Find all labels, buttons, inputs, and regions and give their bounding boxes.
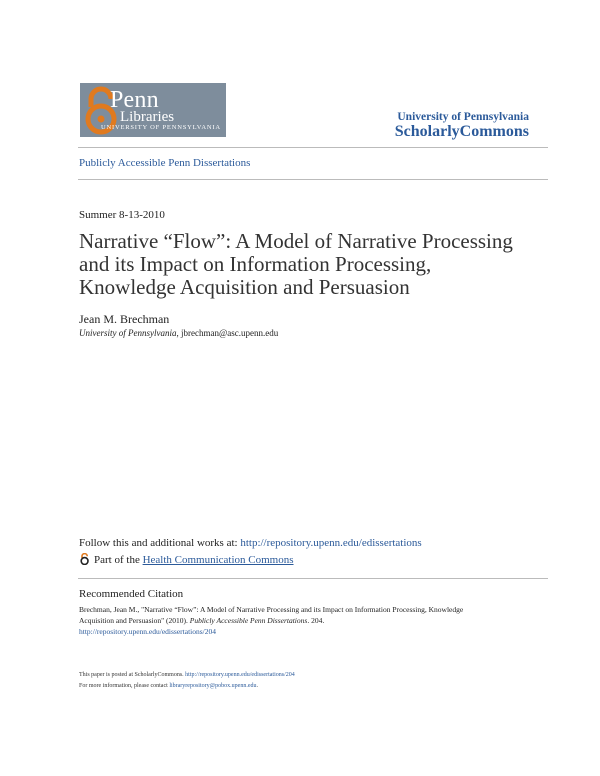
recommended-citation-heading: Recommended Citation [79, 588, 184, 600]
contact-label: For more information, please contact [79, 683, 170, 689]
repository-name[interactable]: ScholarlyCommons [394, 123, 529, 140]
follow-line [79, 537, 422, 549]
penn-libraries-logo[interactable] [80, 83, 226, 137]
follow-label: Follow this and additional works at: [79, 537, 241, 549]
open-access-icon [79, 553, 91, 565]
citation-line: Brechman, Jean M., "Narrative “Flow”: A Model of Narrative Processing and its Impact on Information Processing, Knowledge [79, 605, 464, 614]
part-of-line [79, 553, 294, 566]
author-email: , jbrechman@asc.upenn.edu [176, 328, 279, 338]
part-of-label: Part of the [94, 554, 143, 566]
title-line: Narrative “Flow”: A Model of Narrative Processing [79, 229, 513, 253]
author-affiliation [79, 328, 278, 338]
citation-series: Publicly Accessible Penn Dissertations [189, 616, 308, 625]
posted-notice [79, 672, 295, 678]
citation-url-link[interactable]: http://repository.upenn.edu/edissertations/204 [79, 627, 216, 636]
citation-divider [78, 578, 548, 579]
contact-email-link[interactable]: libraryrepository@pobox.upenn.edu [169, 683, 257, 689]
posted-label: This paper is posted at ScholarlyCommons. [79, 672, 186, 678]
contact-end: . [256, 683, 258, 689]
posted-link[interactable]: http://repository.upenn.edu/edissertations/204 [185, 672, 295, 678]
contact-notice [79, 683, 258, 689]
health-communication-commons-link[interactable]: Health Communication Commons [142, 554, 294, 566]
recommended-citation [79, 604, 529, 637]
logo-text-penn: Penn [110, 87, 159, 113]
logo-text-university: UNIVERSITY OF PENNSYLVANIA [101, 124, 221, 131]
institution-name[interactable]: University of Pennsylvania [397, 111, 529, 123]
follow-link[interactable]: http://repository.upenn.edu/edissertations [240, 537, 422, 549]
title-line: Knowledge Acquisition and Persuasion [79, 275, 410, 299]
title-line: and its Impact on Information Processing, [79, 252, 432, 276]
header-divider [78, 147, 548, 148]
affiliation-name: University of Pennsylvania [79, 328, 177, 338]
citation-text: Acquisition and Persuasion" (2010). [79, 616, 190, 625]
logo-text-libraries: Libraries [120, 109, 175, 125]
publication-date: Summer 8-13-2010 [79, 209, 165, 221]
document-title [79, 230, 559, 299]
author-name: Jean M. Brechman [79, 312, 170, 326]
citation-line [79, 615, 529, 626]
series-link[interactable]: Publicly Accessible Penn Dissertations [79, 157, 251, 169]
citation-end: . 204. [307, 616, 325, 625]
series-divider [78, 179, 548, 180]
